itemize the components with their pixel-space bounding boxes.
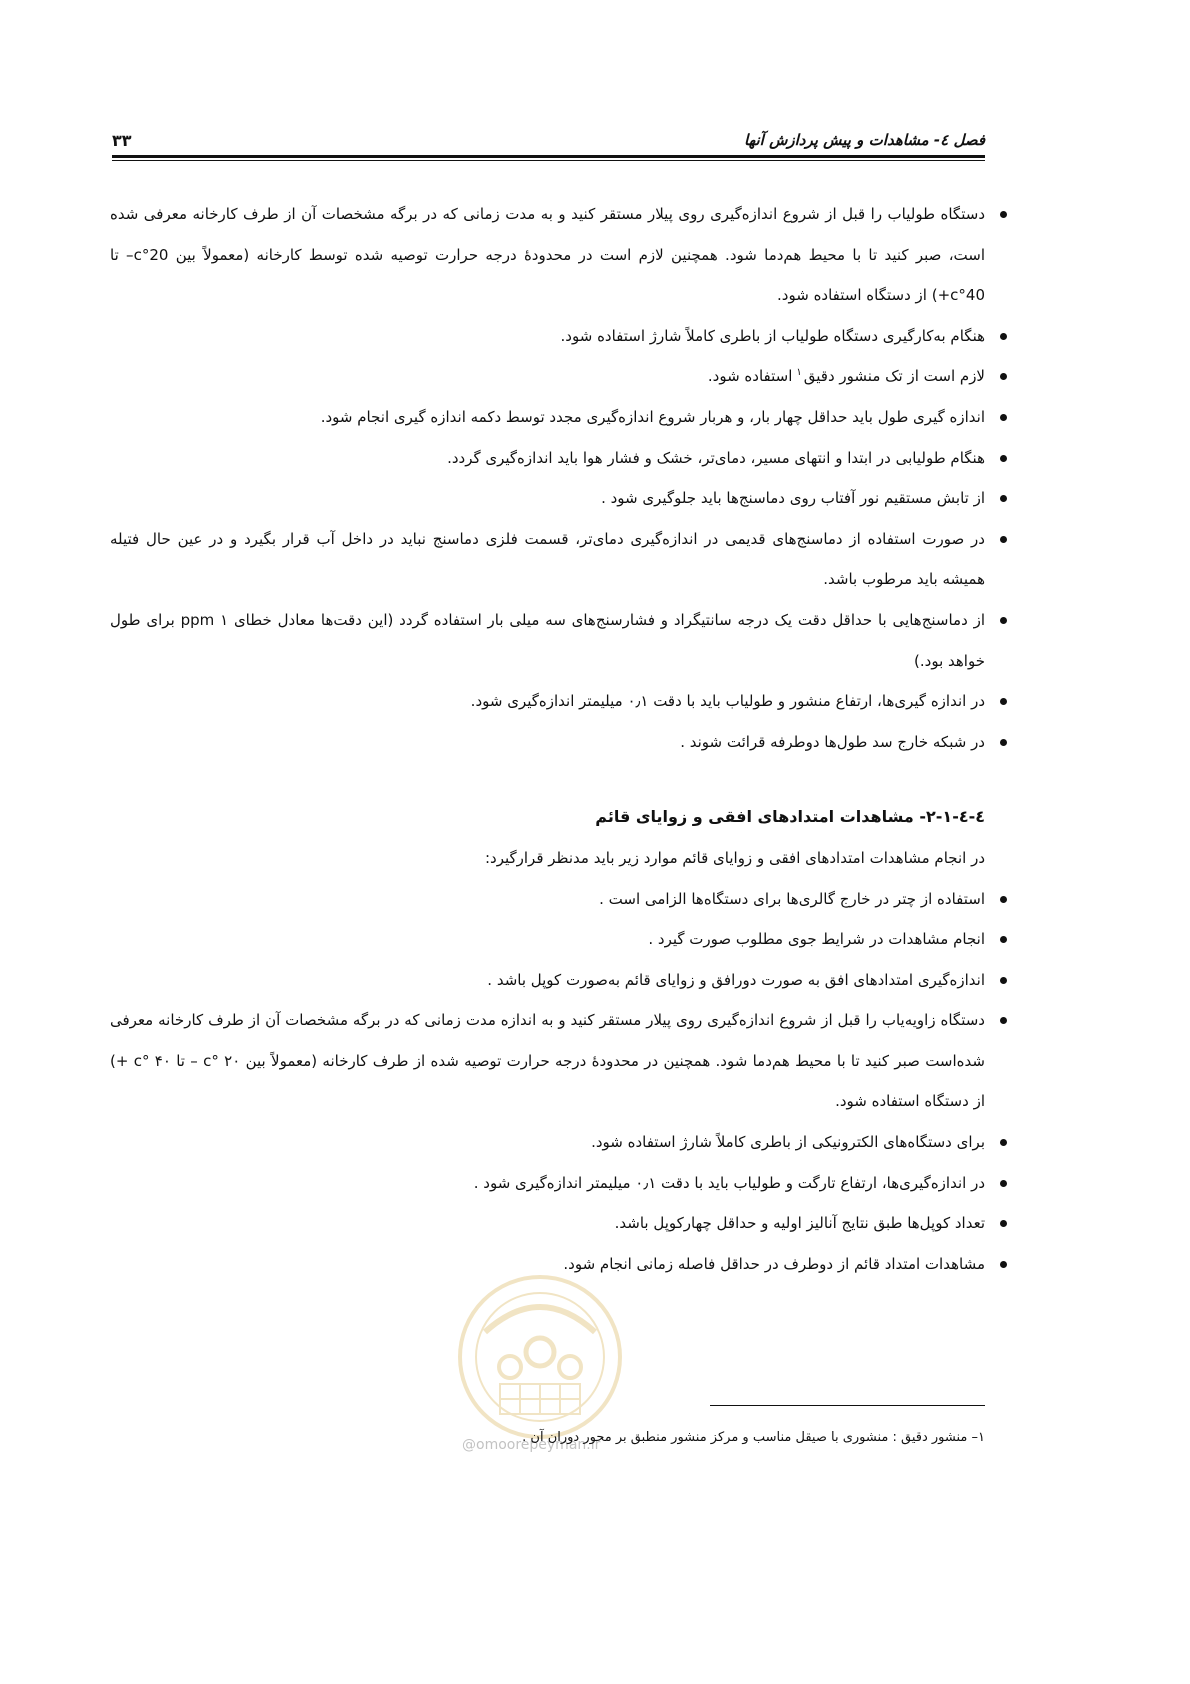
- list-item-text: لازم است از تک منشور دقیق: [803, 367, 985, 386]
- header-rule: [112, 155, 985, 158]
- list-item: [110, 919, 985, 960]
- bullet-icon: [1000, 936, 1007, 943]
- list-item: [110, 356, 985, 397]
- bullet-icon: [1000, 1261, 1007, 1268]
- list-item-text: هنگام طولیابی در ابتدا و انتهای مسیر، دمای‌تر، خشک و فشار هوا باید اندازه‌گیری گردد.: [447, 448, 985, 467]
- list-item: [110, 1244, 985, 1285]
- footnote: ۱– منشور دقیق : منشوری با صیقل مناسب و مرکز منشور منطبق بر محور دوران آن .: [522, 1430, 985, 1445]
- list-item: [110, 438, 985, 479]
- list-item-text: از تابش مستقیم نور آفتاب روی دماسنج‌ها باید جلوگیری شود .: [601, 489, 985, 508]
- list-item: [110, 1163, 985, 1204]
- page-header: [112, 124, 985, 156]
- list-item: [110, 316, 985, 357]
- list-item-text: دستگاه زاویه‌یاب را قبل از شروع اندازه‌گیری روی پیلار مستقر کنید و به اندازه مدت زمانی که در برگه مشخصات آن از طرف کارخانه معرفی شده‌است صبر کنید تا با محیط هم‌دما شود. همچنین در محدودهٔ درجه حرارت توصیه شده از طرف کارخانه (معمولاً بین ۲۰ °c – تا ۴۰ °c +) از دستگاه استفاده شود.: [110, 1011, 985, 1111]
- list-item: [110, 1122, 985, 1163]
- list-item: [110, 681, 985, 722]
- bullet-icon: [1000, 1017, 1007, 1024]
- bullet-icon: [1000, 211, 1007, 218]
- main-content: [110, 194, 985, 1284]
- footnote-separator: [710, 1405, 985, 1406]
- list-item-text: دستگاه طولیاب را قبل از شروع اندازه‌گیری روی پیلار مستقر کنید و به مدت زمانی که در برگه مشخصات آن از طرف کارخانه معرفی شده است، صبر کنید تا با محیط هم‌دما شود. همچنین لازم است در محدودهٔ درجه حرارت توصیه شده توسط کارخانه (معمولاً بین 20°c– تا 40°c+) از دستگاه استفاده شود.: [110, 205, 986, 305]
- list-item: [110, 519, 985, 600]
- bullet-icon: [1000, 739, 1007, 746]
- list-item: [110, 960, 985, 1001]
- bullet-icon: [1000, 333, 1007, 340]
- list-item-text: در شبکه خارج سد طول‌ها دوطرفه قرائت شوند .: [680, 732, 985, 751]
- list-item-text: در صورت استفاده از دماسنج‌های قدیمی در اندازه‌گیری دمای‌تر، قسمت فلزی دماسنج نباید در داخل آب قرار بگیرد و در عین حال فتیله همیشه باید مرطوب باشد.: [110, 529, 985, 589]
- header-rule-thin: [112, 160, 985, 161]
- page-number: ۳۳: [112, 130, 132, 150]
- list-item-text: در اندازه گیری‌ها، ارتفاع منشور و طولیاب باید با دقت ۰٫۱ میلیمتر اندازه‌گیری شود.: [470, 692, 985, 711]
- list-item-text: مشاهدات امتداد قائم از دوطرف در حداقل فاصله زمانی انجام شود.: [563, 1254, 985, 1273]
- bullet-icon: [1000, 536, 1007, 543]
- list-item: [110, 194, 985, 316]
- bullet-icon: [1000, 495, 1007, 502]
- list-item: [110, 600, 985, 681]
- list-item: [110, 1203, 985, 1244]
- list-item-text: تعداد کوپل‌ها طبق نتایج آنالیز اولیه و حداقل چهارکوپل باشد.: [614, 1214, 985, 1233]
- bullet-icon: [1000, 1220, 1007, 1227]
- list-item-text: اندازه‌گیری امتدادهای افق به صورت دورافق و زوایای قائم به‌صورت کوپل باشد .: [487, 970, 985, 989]
- list-item-text: هنگام به‌کارگیری دستگاه طولیاب از باطری کاملاً شارژ استفاده شود.: [560, 326, 985, 345]
- bullet-icon: [1000, 455, 1007, 462]
- watermark-text: @omoorepeyman.ir: [462, 1437, 601, 1453]
- list-item-text: اندازه گیری طول باید حداقل چهار بار، و هربار شروع اندازه‌گیری مجدد توسط دکمه اندازه گیری انجام شود.: [320, 407, 985, 426]
- section-heading: ٤-٤-١-٢- مشاهدات امتدادهای افقی و زوایای قائم: [595, 807, 985, 827]
- bullet-icon: [1000, 414, 1007, 421]
- chapter-title: فصل ٤- مشاهدات و پیش پردازش آنها: [744, 131, 985, 149]
- bullet-icon: [1000, 373, 1007, 380]
- footnote-reference: ۱: [796, 367, 802, 379]
- section-intro: در انجام مشاهدات امتدادهای افقی و زوایای قائم موارد زیر باید مدنظر قرارگیرد:: [484, 848, 985, 867]
- bullet-icon: [1000, 896, 1007, 903]
- bullet-icon: [1000, 1180, 1007, 1187]
- bullet-icon: [1000, 1139, 1007, 1146]
- bullet-list-distance-measurement: [110, 194, 985, 762]
- list-item: [110, 722, 985, 763]
- list-item-text: استفاده شود.: [707, 367, 793, 386]
- list-item: [110, 1000, 985, 1122]
- list-item-text: در اندازه‌گیری‌ها، ارتفاع تارگت و طولیاب باید با دقت ۰٫۱ میلیمتر اندازه‌گیری شود .: [473, 1173, 985, 1192]
- list-item: [110, 879, 985, 920]
- list-item-text: انجام مشاهدات در شرایط جوی مطلوب صورت گیرد .: [648, 930, 985, 949]
- list-item-text: استفاده از چتر در خارج گالری‌ها برای دستگاه‌ها الزامی است .: [599, 889, 985, 908]
- bullet-list-angle-measurement: [110, 879, 985, 1285]
- list-item-text: از دماسنج‌هایی با حداقل دقت یک درجه سانتیگراد و فشارسنج‌های سه میلی بار استفاده گردد (این دقت‌ها معادل خطای ۱ ppm برای طول خواهد بود.): [110, 610, 985, 670]
- list-item: [110, 397, 985, 438]
- list-item-text: برای دستگاه‌های الکترونیکی از باطری کاملاً شارژ استفاده شود.: [591, 1133, 985, 1152]
- bullet-icon: [1000, 617, 1007, 624]
- list-item: [110, 478, 985, 519]
- bullet-icon: [1000, 698, 1007, 705]
- watermark-logo: [455, 1272, 625, 1442]
- bullet-icon: [1000, 977, 1007, 984]
